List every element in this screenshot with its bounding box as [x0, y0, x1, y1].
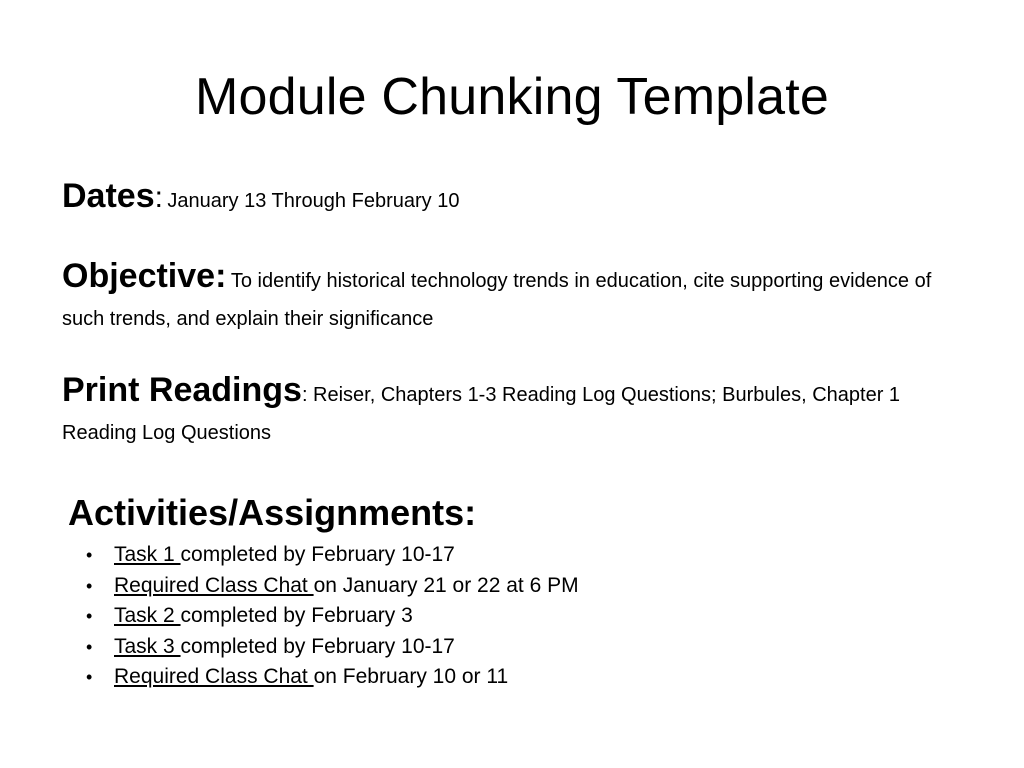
task-2-due: completed by February 3	[180, 604, 413, 627]
objective-section	[62, 258, 942, 339]
task-1-due: completed by February 10-17	[180, 543, 455, 566]
print-readings-label: Print Readings	[62, 371, 302, 409]
dates-section	[62, 172, 942, 227]
activities-heading: Activities/Assignments:	[68, 492, 477, 533]
task-3-link[interactable]: Task 3	[114, 634, 181, 658]
bullet-icon: •	[86, 606, 93, 626]
task-1-link[interactable]: Task 1	[114, 543, 181, 566]
bullet-icon: •	[86, 575, 93, 596]
objective-label: Objective:	[62, 257, 227, 295]
bullet-icon: •	[86, 636, 93, 657]
class-chat-2-due: on February 10 or 11	[313, 665, 509, 688]
list-item	[86, 662, 579, 693]
dates-colon: :	[154, 181, 163, 214]
dates-label: Dates	[62, 177, 155, 215]
class-chat-2-link[interactable]: Required Class Chat	[114, 665, 314, 688]
dates-value: January 13 Through February 10	[167, 190, 460, 212]
print-readings-value: : Reiser, Chapters 1-3 Reading Log Questions; Burbules, Chapter 1 Reading Log Questions	[62, 384, 901, 444]
list-item	[86, 540, 579, 571]
bullet-icon: •	[86, 545, 93, 565]
activities-list	[86, 540, 579, 693]
list-item	[86, 632, 579, 663]
class-chat-1-due: on January 21 or 22 at 6 PM	[313, 573, 579, 597]
slide-title: Module Chunking Template	[194, 68, 829, 126]
list-item	[86, 571, 579, 602]
bullet-icon: •	[86, 667, 93, 687]
objective-value: To identify historical technology trends in education, cite supporting evidence of such trends, and explain their significance	[62, 270, 932, 330]
task-3-due: completed by February 10-17	[180, 634, 455, 658]
task-2-link[interactable]: Task 2	[114, 604, 181, 627]
list-item	[86, 601, 579, 632]
print-readings-section	[62, 372, 942, 453]
class-chat-1-link[interactable]: Required Class Chat	[114, 573, 314, 597]
